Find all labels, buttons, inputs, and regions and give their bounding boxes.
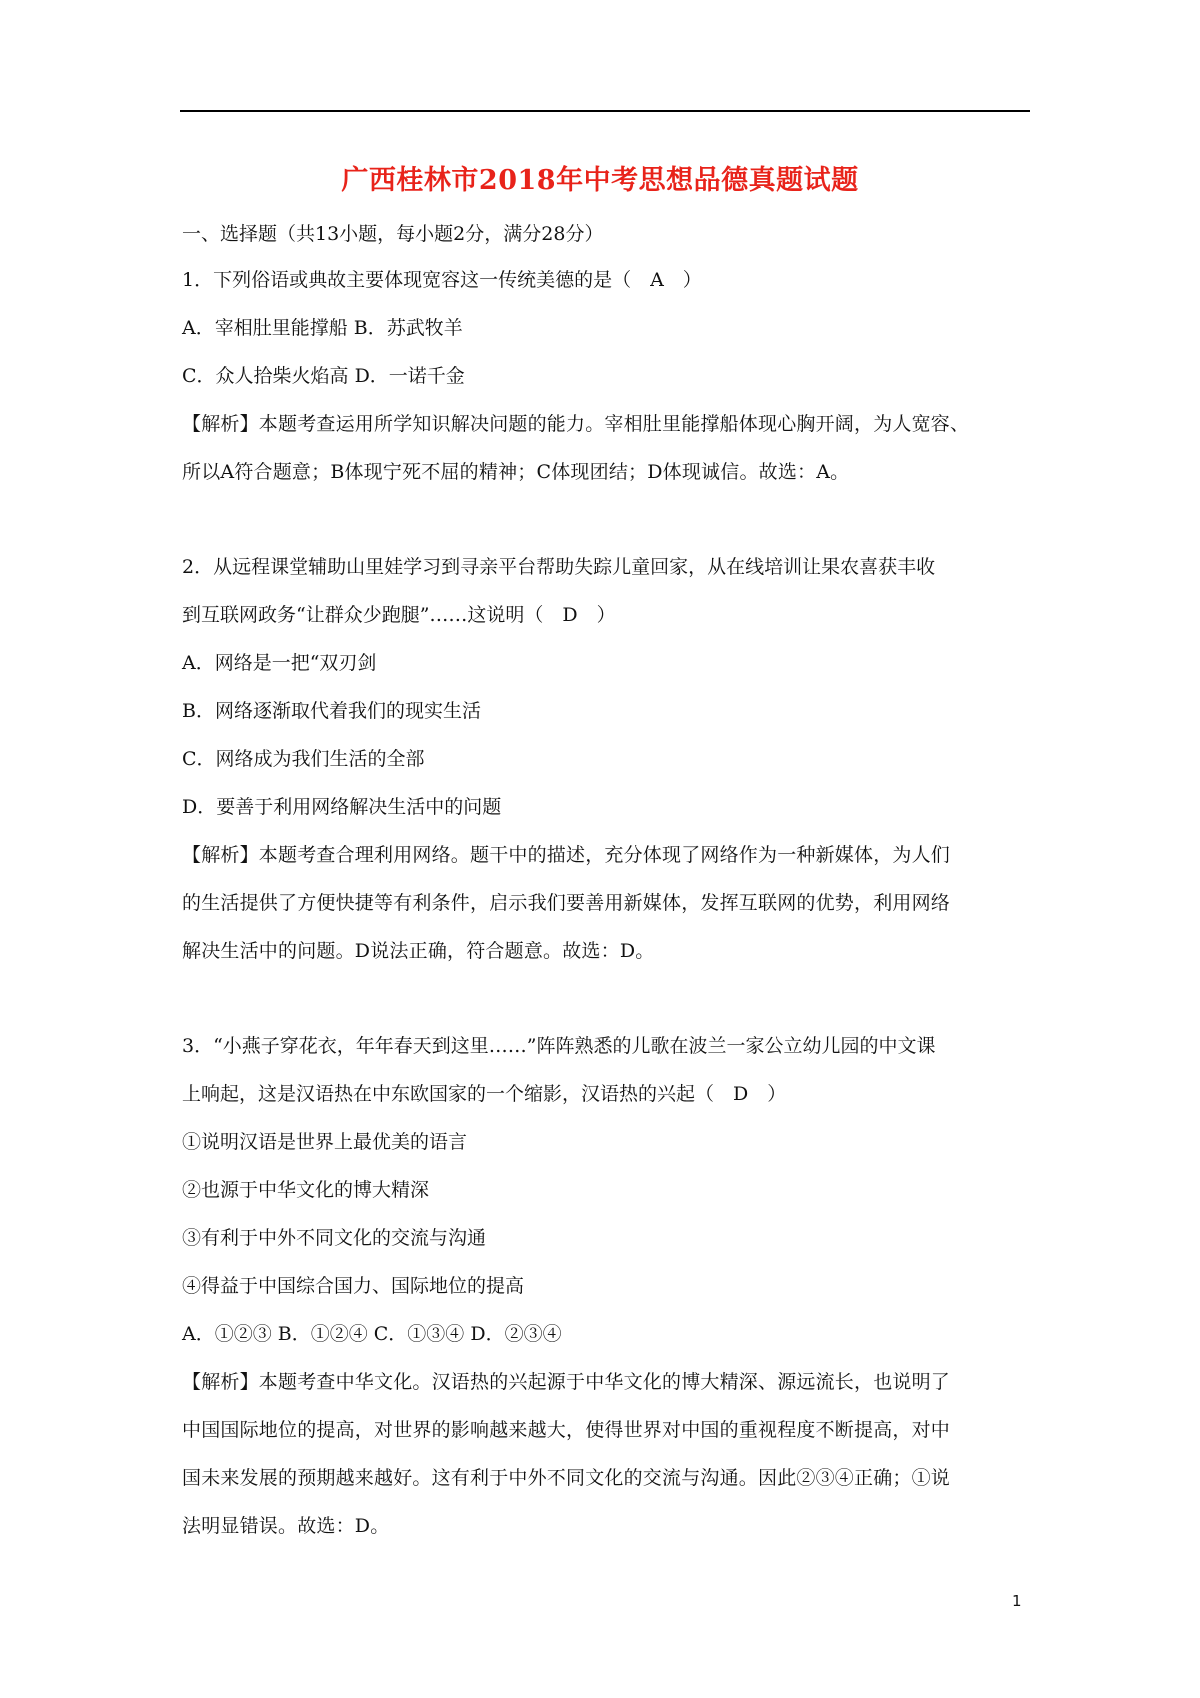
header-rule <box>180 110 1030 112</box>
question-option: ②也源于中华文化的博大精深 <box>182 1179 430 1201</box>
analysis-line: 【解析】本题考查中华文化。汉语热的兴起源于中华文化的博大精深、源远流长，也说明了 <box>182 1371 951 1393</box>
question-option: A．①②③ B．①②④ C．①③④ D．②③④ <box>182 1323 562 1345</box>
question-option: B．网络逐渐取代着我们的现实生活 <box>182 700 481 722</box>
question-option: C．网络成为我们生活的全部 <box>182 748 425 770</box>
question-option: ①说明汉语是世界上最优美的语言 <box>182 1131 468 1153</box>
section-header: 一、选择题（共13小题，每小题2分，满分28分） <box>182 223 604 245</box>
question-option: C．众人拾柴火焰高 D．一诺千金 <box>182 365 465 387</box>
question-stem: 上响起，这是汉语热在中东欧国家的一个缩影，汉语热的兴起（ D ） <box>182 1083 787 1105</box>
question-option: A．宰相肚里能撑船 B．苏武牧羊 <box>182 317 463 339</box>
question-option: ④得益于中国综合国力、国际地位的提高 <box>182 1275 525 1297</box>
analysis-line: 法明显错误。故选：D。 <box>182 1515 390 1537</box>
question-stem: 2．从远程课堂辅助山里娃学习到寻亲平台帮助失踪儿童回家，从在线培训让果农喜获丰收 <box>182 556 936 578</box>
question-stem: 到互联网政务“让群众少跑腿”……这说明（ D ） <box>182 604 616 626</box>
question-option: A．网络是一把“双刃剑 <box>182 652 377 674</box>
analysis-line: 【解析】本题考查运用所学知识解决问题的能力。宰相肚里能撑船体现心胸开阔，为人宽容、 <box>182 413 970 435</box>
analysis-line: 【解析】本题考查合理利用网络。题干中的描述，充分体现了网络作为一种新媒体，为人们 <box>182 844 951 866</box>
question-option: D．要善于利用网络解决生活中的问题 <box>182 796 502 818</box>
analysis-line: 的生活提供了方便快捷等有利条件，启示我们要善用新媒体，发挥互联网的优势，利用网络 <box>182 892 951 914</box>
analysis-line: 解决生活中的问题。D说法正确，符合题意。故选：D。 <box>182 940 655 962</box>
question-option: ③有利于中外不同文化的交流与沟通 <box>182 1227 487 1249</box>
page-number: 1 <box>1012 1592 1022 1610</box>
question-stem: 1．下列俗语或典故主要体现宽容这一传统美德的是（ A ） <box>182 269 702 291</box>
analysis-line: 中国国际地位的提高，对世界的影响越来越大，使得世界对中国的重视程度不断提高，对中 <box>182 1419 951 1441</box>
question-stem: 3．“小燕子穿花衣，年年春天到这里……”阵阵熟悉的儿歌在波兰一家公立幼儿园的中文课 <box>182 1035 936 1057</box>
analysis-line: 国未来发展的预期越来越好。这有利于中外不同文化的交流与沟通。因此②③④正确；①说 <box>182 1467 951 1489</box>
analysis-line: 所以A符合题意；B体现宁死不屈的精神；C体现团结；D体现诚信。故选：A。 <box>182 461 850 483</box>
page-title: 广西桂林市2018年中考思想品德真题试题 <box>341 165 859 196</box>
